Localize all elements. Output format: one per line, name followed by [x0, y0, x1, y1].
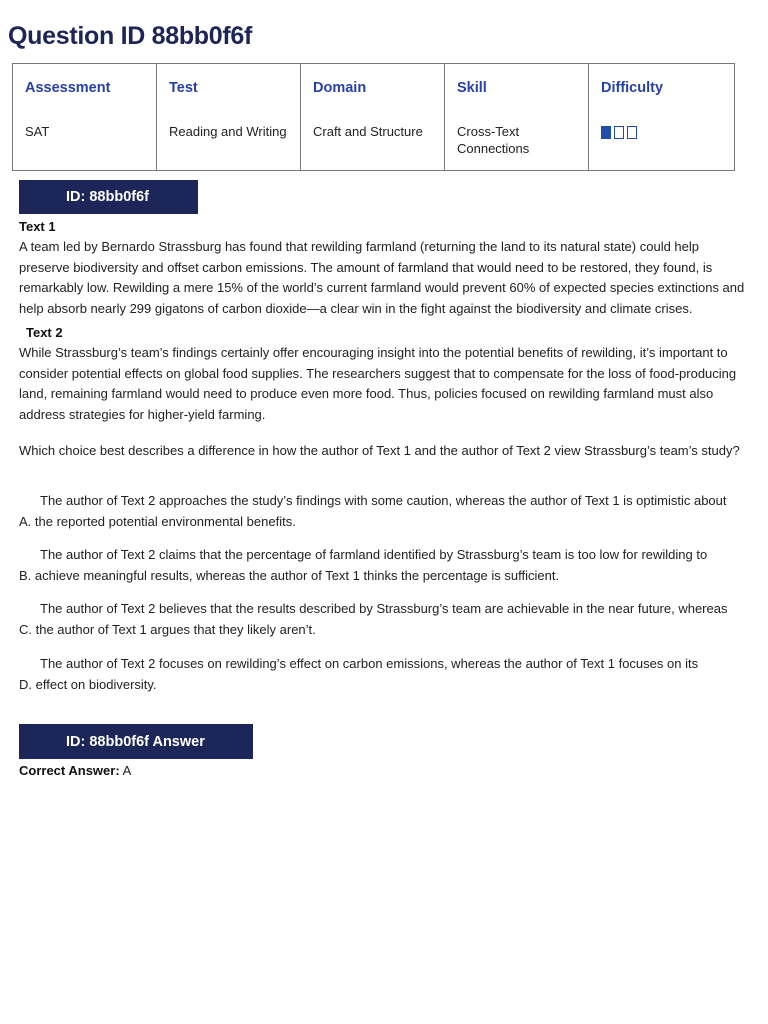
choice-d[interactable] — [19, 654, 749, 695]
answer-id-banner: ID: 88bb0f6f Answer — [19, 724, 253, 759]
difficulty-indicator — [601, 126, 722, 139]
choice-c-letter: C. — [19, 621, 32, 637]
domain-value: Craft and Structure — [301, 110, 445, 171]
domain-header: Domain — [301, 64, 445, 111]
correct-answer-label: Correct Answer: — [19, 763, 120, 778]
correct-answer-value: A — [122, 763, 132, 778]
difficulty-value — [589, 110, 735, 171]
choice-c-line2: the author of Text 1 argues that they likely aren’t. — [35, 621, 316, 637]
choice-b-letter: B. — [19, 567, 32, 583]
assessment-value: SAT — [13, 110, 157, 171]
choice-a-line1: The author of Text 2 approaches the study’s findings with some caution, whereas the author of Text 1 is optimistic about — [40, 493, 727, 508]
choice-c[interactable] — [19, 599, 749, 640]
test-header: Test — [157, 64, 301, 111]
assessment-header: Assessment — [13, 64, 157, 111]
difficulty-box-1 — [601, 126, 611, 139]
question-metadata-table — [12, 63, 735, 171]
choice-b[interactable] — [19, 545, 749, 586]
text1-heading: Text 1 — [19, 219, 56, 234]
choice-c-line1: The author of Text 2 believes that the results described by Strassburg’s team are achievable in the near future, whereas — [40, 601, 728, 616]
choice-a-letter: A. — [19, 513, 32, 529]
skill-header: Skill — [445, 64, 589, 111]
choice-a-line2: the reported potential environmental benefits. — [34, 513, 296, 529]
text2-passage: While Strassburg’s team’s findings certainly offer encouraging insight into the potential benefits of rewilding, it’s important to consider potential effects on global food supplies. The researchers suggest that to compensate for the loss of food-producing land, remaining farmland would need to produce even more food. Thus, policies focused on rewilding farmland must also address strategies for higher-yield farming. — [19, 345, 737, 422]
choice-d-line2: effect on biodiversity. — [35, 676, 157, 692]
choice-a[interactable] — [19, 491, 749, 532]
text2-heading: Text 2 — [26, 325, 63, 340]
choice-b-line1: The author of Text 2 claims that the percentage of farmland identified by Strassburg’s team is too low for rewilding to — [40, 547, 708, 562]
skill-value: Cross-Text Connections — [445, 110, 589, 171]
correct-answer — [19, 763, 131, 778]
question-prompt: Which choice best describes a difference in how the author of Text 1 and the author of Text 2 view Strassburg’s team’s study? — [19, 443, 740, 458]
difficulty-header: Difficulty — [589, 64, 735, 111]
choice-b-line2: achieve meaningful results, whereas the author of Text 1 thinks the percentage is sufficient. — [34, 567, 560, 583]
test-value: Reading and Writing — [157, 110, 301, 171]
difficulty-box-3 — [627, 126, 637, 139]
text1-passage: A team led by Bernardo Strassburg has found that rewilding farmland (returning the land to its natural state) could help preserve biodiversity and offset carbon emissions. The amount of farmland that would need to be restored, they found, is remarkably low. Rewilding a mere 15% of the world’s current farmland would prevent 60% of expected species extinctions and help absorb nearly 299 gigatons of carbon dioxide—a clear win in the fight against the biodiversity and climate crises. — [19, 239, 745, 316]
question-id-banner: ID: 88bb0f6f — [19, 180, 198, 214]
choice-d-line1: The author of Text 2 focuses on rewilding’s effect on carbon emissions, whereas the author of Text 1 focuses on its — [40, 656, 699, 671]
difficulty-box-2 — [614, 126, 624, 139]
page-title: Question ID 88bb0f6f — [8, 22, 253, 50]
choice-d-letter: D. — [19, 676, 32, 692]
